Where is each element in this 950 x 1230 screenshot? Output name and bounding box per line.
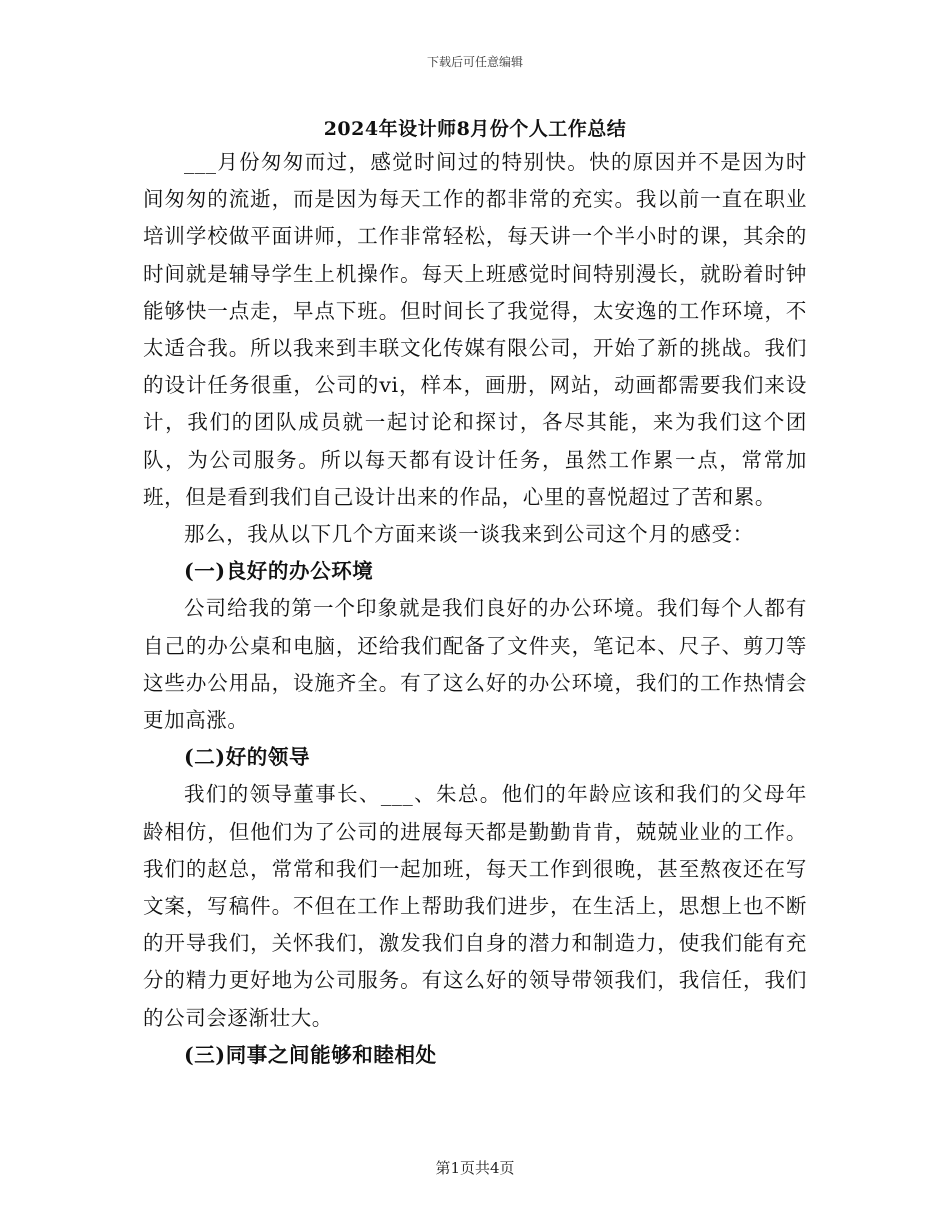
section-heading-1: (一)良好的办公环境 <box>184 559 374 584</box>
document-title: 2024年设计师8月份个人工作总结 <box>323 118 627 140</box>
paragraph-leadership: 我们的领导董事长、___、朱总。他们的年龄应该和我们的父母年龄相仿，但他们为了公司的进展每天都是勤勤肯肯，兢兢业业的工作。我们的赵总，常常和我们一起加班，每天工作到很晚，甚至熬夜还在写文案，写稿件。不但在工作上帮助我们进步，在生活上，思想上也不断的开导我们，关怀我们，激发我们自身的潜力和制造力，使我们能有充分的精力更好地为公司服务。有这么好的领导带领我们，我信任，我们的公司会逐渐壮大。 <box>143 782 807 1030</box>
document-body <box>143 144 807 1074</box>
paragraph-transition: 那么，我从以下几个方面来谈一谈我来到公司这个月的感受： <box>184 522 754 547</box>
header-note: 下载后可任意编辑 <box>426 55 523 69</box>
section-heading-3: (三)同事之间能够和睦相处 <box>184 1042 437 1067</box>
page-number: 第1页共4页 <box>435 1159 515 1177</box>
paragraph-office-environment: 公司给我的第一个印象就是我们良好的办公环境。我们每个人都有自己的办公桌和电脑，还给我们配备了文件夹，笔记本、尺子、剪刀等这些办公用品，设施齐全。有了这么好的办公环境，我们的工作热情会更加高涨。 <box>143 596 807 733</box>
paragraph-intro: ___月份匆匆而过，感觉时间过的特别快。快的原因并不是因为时间匆匆的流逝，而是因为每天工作的都非常的充实。我以前一直在职业培训学校做平面讲师，工作非常轻松，每天讲一个半小时的课，其余的时间就是辅导学生上机操作。每天上班感觉时间特别漫长，就盼着时钟能够快一点走，早点下班。但时间长了我觉得，太安逸的工作环境，不太适合我。所以我来到丰联文化传媒有限公司，开始了新的挑战。我们的设计任务很重，公司的vi，样本，画册，网站，动画都需要我们来设计，我们的团队成员就一起讨论和探讨，各尽其能，来为我们这个团队，为公司服务。所以每天都有设计任务，虽然工作累一点，常常加班，但是看到我们自己设计出来的作品，心里的喜悦超过了苦和累。 <box>143 150 807 509</box>
section-heading-2: (二)好的领导 <box>184 745 311 770</box>
